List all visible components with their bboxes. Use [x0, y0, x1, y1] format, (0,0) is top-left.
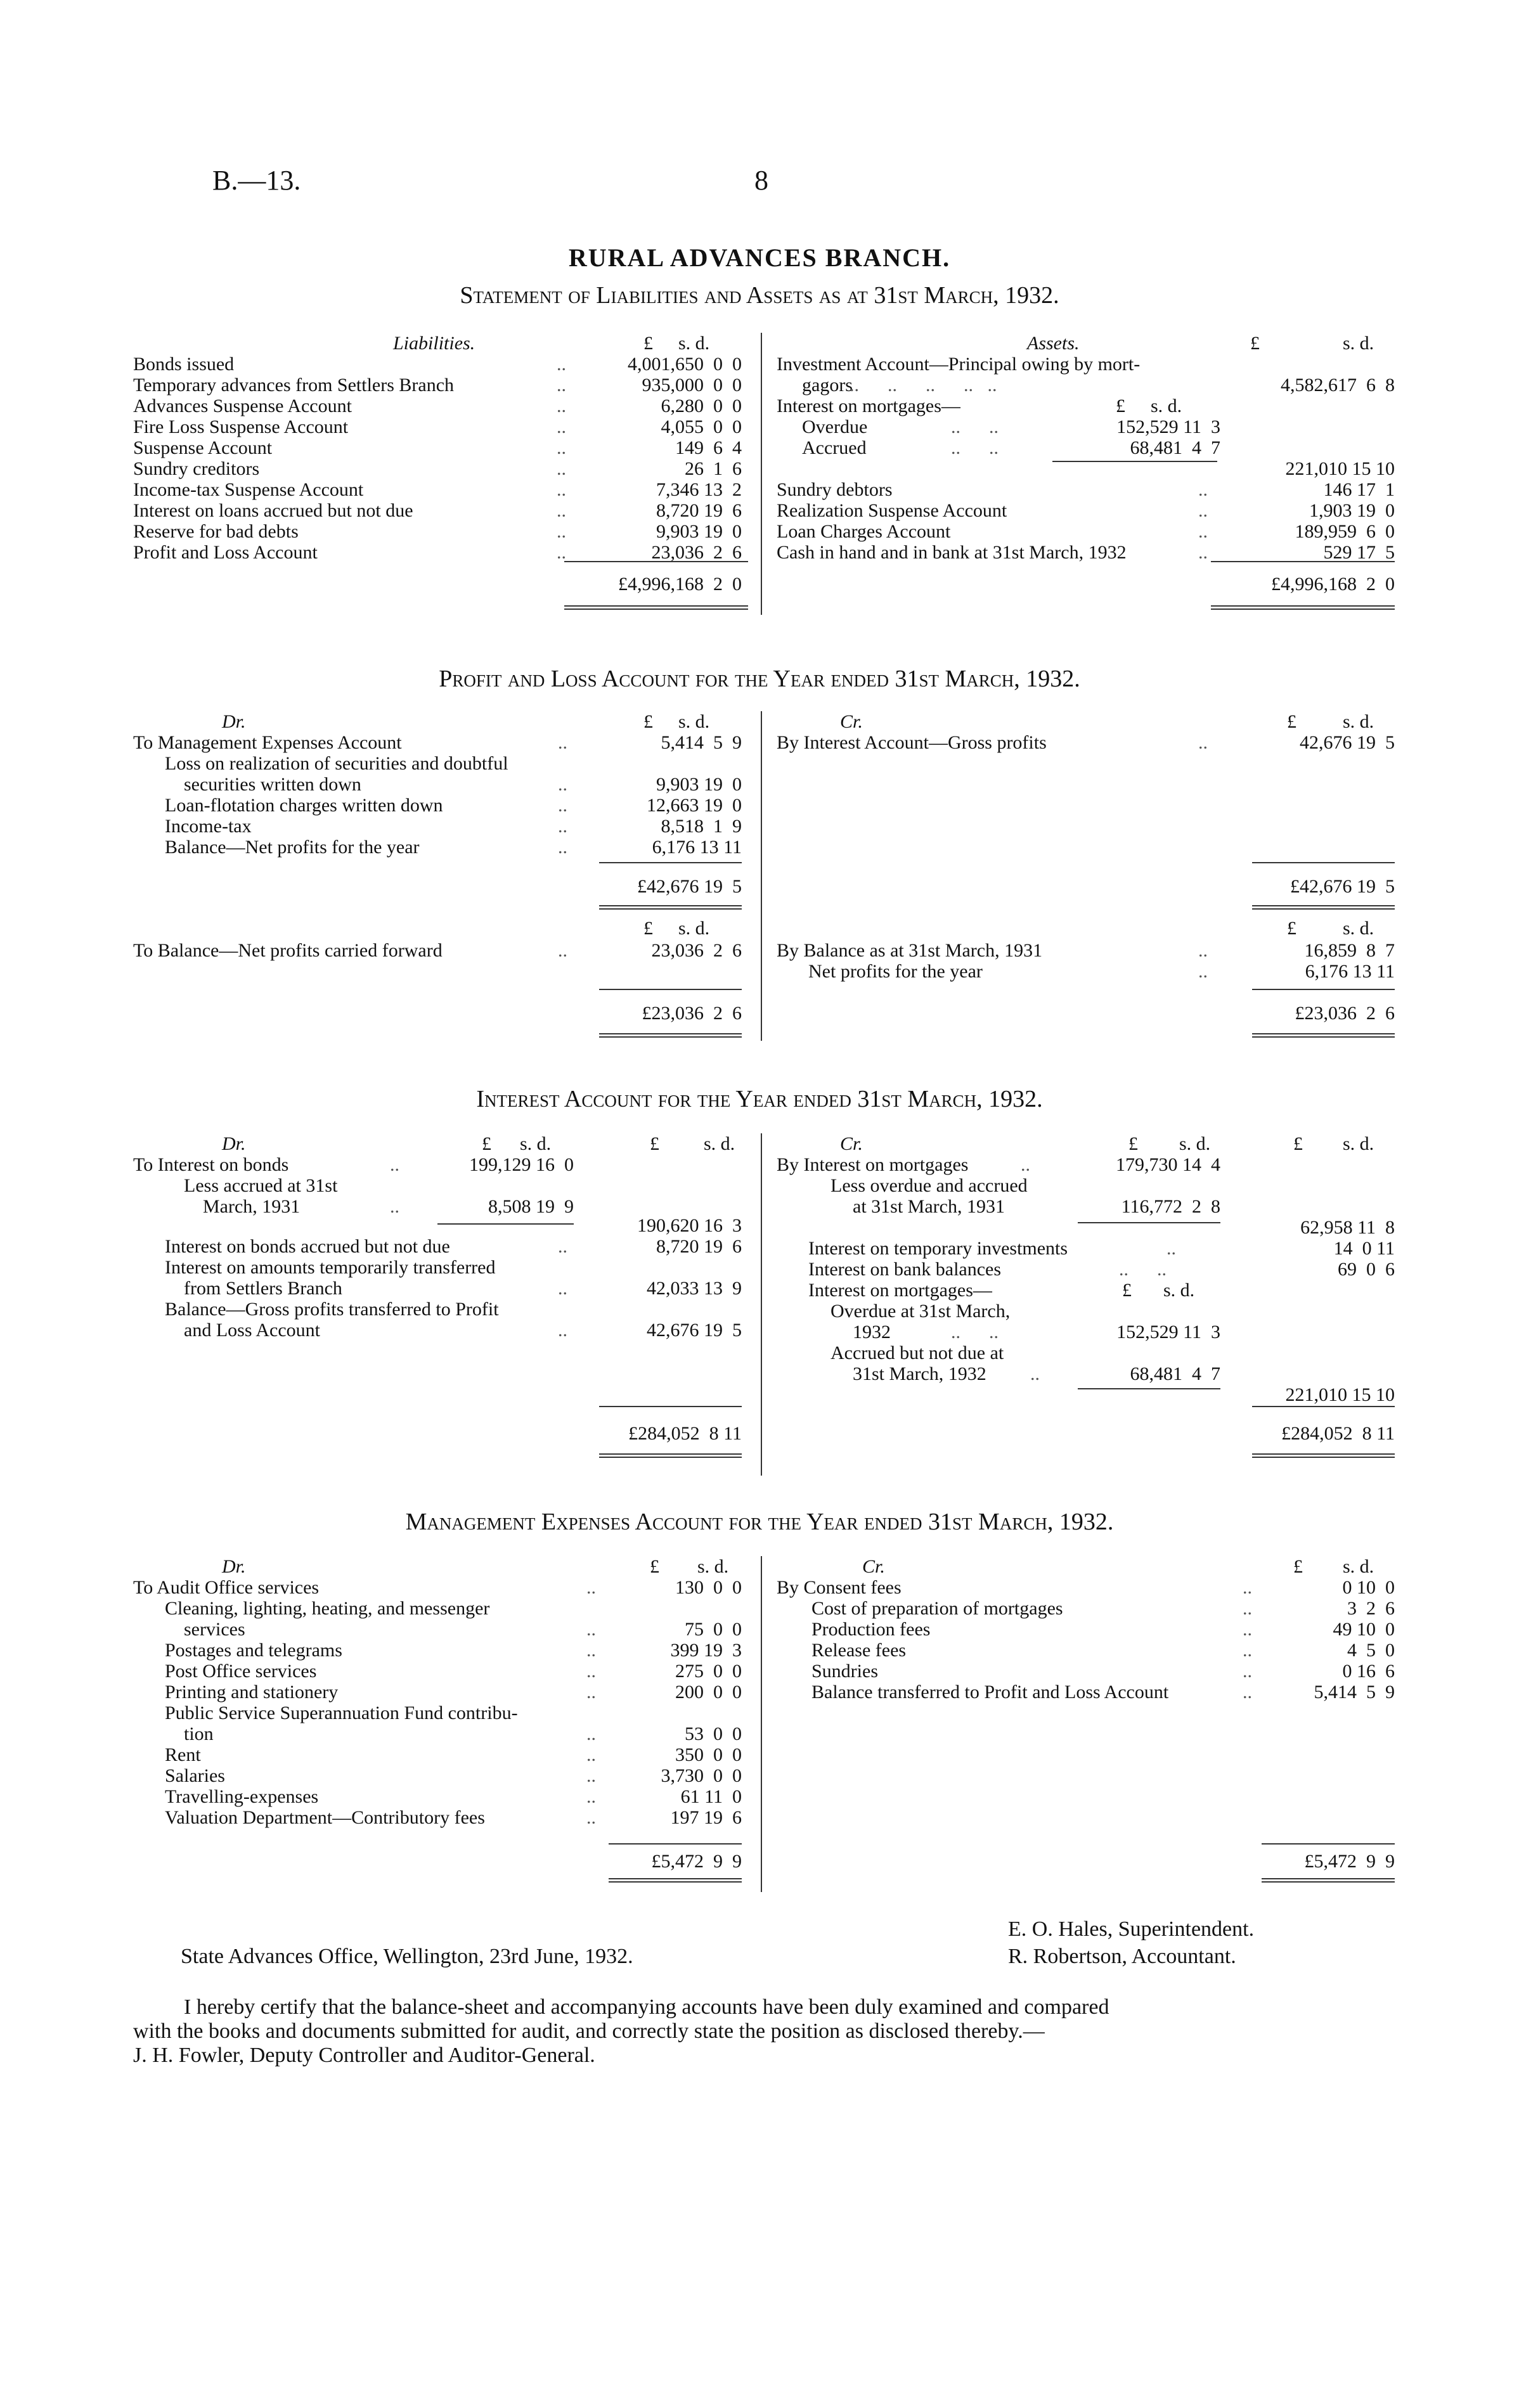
asset-label: Realization Suspense Account — [777, 500, 1007, 521]
mgmt-credit-amount: 4 5 0 — [1347, 1640, 1395, 1661]
liability-amount: 4,001,650 0 0 — [628, 354, 742, 375]
document-reference: B.—13. — [212, 165, 301, 196]
mgmt-debit-amount: 275 0 0 — [675, 1661, 742, 1682]
int-dr-total: £284,052 8 11 — [628, 1423, 742, 1444]
mgmt-credit-label: Production fees — [811, 1619, 931, 1640]
mgmt-credit-label: Balance transferred to Profit and Loss Account — [811, 1682, 1169, 1703]
mgmt-debit-amount: 3,730 0 0 — [661, 1765, 742, 1786]
mgmt-debit-amount: 200 0 0 — [675, 1682, 742, 1703]
int-cr-accrued-line1: Accrued but not due at — [831, 1342, 1004, 1363]
liability-amount: 8,720 19 6 — [656, 500, 742, 521]
liability-amount: 9,903 19 0 — [656, 521, 742, 542]
assets-heading: Assets. — [1027, 333, 1080, 354]
int-cr-mortgages-amount: 179,730 14 4 — [1116, 1154, 1220, 1175]
int-cr-total: £284,052 8 11 — [1281, 1423, 1395, 1444]
assets-sd-heading: s. d. — [1343, 333, 1374, 354]
branch-title: RURAL ADVANCES BRANCH. — [568, 243, 951, 272]
int-dr-pound: £ — [650, 1133, 659, 1154]
mgmt-debit-label: To Audit Office services — [133, 1577, 320, 1598]
mgmt-debit-amount: 61 11 0 — [680, 1786, 742, 1807]
liability-amount: 6,280 0 0 — [661, 396, 742, 416]
pl-cr-sd: s. d. — [1343, 711, 1374, 732]
mgmt-credit-label: Sundries — [811, 1661, 878, 1682]
pl-cr-total-2: £23,036 2 6 — [1295, 1003, 1395, 1024]
pl-dr2-sd: s. d. — [678, 918, 710, 939]
int-cr-overdue-amount: 152,529 11 3 — [1116, 1322, 1220, 1342]
int-dr-sub-pound: £ — [482, 1133, 491, 1154]
asset-investment-line1: Investment Account—Principal owing by mort- — [777, 354, 1141, 375]
asset-overdue-label: Overdue — [802, 416, 868, 437]
int-dr-bonds-amount: 199,129 16 0 — [469, 1154, 574, 1175]
mgmt-dr-heading: Dr. — [222, 1556, 246, 1577]
signature-superintendent: E. O. Hales, Superintendent. — [1008, 1917, 1255, 1941]
pl-dr-sd: s. d. — [678, 711, 710, 732]
asset-label: Sundry debtors — [777, 479, 893, 500]
int-cr-mortgages: By Interest on mortgages — [777, 1154, 969, 1175]
int-dr-heading: Dr. — [222, 1133, 246, 1154]
profit-loss-title: Profit and Loss Account for the Year ended 31st March, 1932. — [439, 666, 1080, 692]
pl-dr2-pound: £ — [643, 918, 653, 939]
office-and-date: State Advances Office, Wellington, 23rd June, 1932. — [181, 1945, 633, 1968]
asset-interest-total: 221,010 15 10 — [1285, 458, 1395, 479]
mgmt-debit-amount: 53 0 0 — [685, 1723, 742, 1744]
certificate-line1: I hereby certify that the balance-sheet and accompanying accounts have been duly examined and compared — [184, 1995, 1109, 2019]
mgmt-credit-amount: 0 16 6 — [1342, 1661, 1395, 1682]
mgmt-debit-label: Cleaning, lighting, heating, and messenger — [165, 1598, 490, 1619]
pl-credit-2-label: Net profits for the year — [808, 961, 983, 982]
mgmt-debit-amount: 130 0 0 — [675, 1577, 742, 1598]
liab-pound-heading: £ — [643, 333, 653, 354]
mgmt-cr-sd: s. d. — [1343, 1556, 1374, 1577]
pl-debit-amount: 8,518 1 9 — [661, 816, 742, 837]
mgmt-credit-amount: 5,414 5 9 — [1314, 1682, 1395, 1703]
pl-debit-label: Loan-flotation charges written down — [165, 795, 443, 816]
asset-sub-pound: £ — [1116, 396, 1125, 416]
pl-dr2-amount: 23,036 2 6 — [651, 940, 742, 961]
pl-dr-pound: £ — [643, 711, 653, 732]
liabilities-total: £4,996,168 2 0 — [618, 574, 742, 595]
pl-debit-label: Loss on realization of securities and doubtful — [165, 753, 508, 774]
pl-debit-amount: 12,663 19 0 — [647, 795, 742, 816]
certificate-line3: J. H. Fowler, Deputy Controller and Auditor-General. — [133, 2044, 595, 2067]
pl-dr-total: £42,676 19 5 — [637, 876, 742, 897]
liability-label: Interest on loans accrued but not due — [133, 500, 413, 521]
int-cr-less-amount: 116,772 2 8 — [1121, 1196, 1220, 1217]
mgmt-credit-label: By Consent fees — [777, 1577, 902, 1598]
liability-label: Bonds issued — [133, 354, 235, 375]
mgmt-credit-amount: 49 10 0 — [1333, 1619, 1395, 1640]
pl-credit-2-amount: 6,176 13 11 — [1305, 961, 1395, 982]
pl-credit-amount: 42,676 19 5 — [1300, 732, 1395, 753]
management-title: Management Expenses Account for the Year ended 31st March, 1932. — [405, 1509, 1114, 1535]
page-number: 8 — [754, 165, 768, 196]
asset-accrued-amount: 68,481 4 7 — [1130, 437, 1220, 458]
mgmt-debit-label: Post Office services — [165, 1661, 317, 1682]
int-debit-label: from Settlers Branch — [184, 1278, 342, 1299]
mgmt-debit-amount: 399 19 3 — [670, 1640, 742, 1661]
liability-label: Suspense Account — [133, 437, 273, 458]
int-dr-less-line2: March, 1931 — [203, 1196, 301, 1217]
mgmt-cr-total: £5,472 9 9 — [1304, 1851, 1395, 1872]
int-cr-mort2-pound: £ — [1122, 1280, 1132, 1301]
liab-sd-heading: s. d. — [678, 333, 710, 354]
liabilities-heading: Liabilities. — [393, 333, 475, 354]
asset-label: Cash in hand and in bank at 31st March, 1932 — [777, 542, 1127, 563]
liability-label: Income-tax Suspense Account — [133, 479, 364, 500]
asset-label: Loan Charges Account — [777, 521, 951, 542]
int-debit-label: Interest on amounts temporarily transferred — [165, 1257, 496, 1278]
asset-amount: 146 17 1 — [1323, 479, 1395, 500]
int-dr-bonds: To Interest on bonds — [133, 1154, 289, 1175]
liability-label: Advances Suspense Account — [133, 396, 352, 416]
int-cr-net: 62,958 11 8 — [1300, 1217, 1395, 1238]
int-dr-sub-sd: s. d. — [520, 1133, 552, 1154]
mgmt-debit-label: Salaries — [165, 1765, 225, 1786]
int-cr-pound: £ — [1293, 1133, 1303, 1154]
liability-label: Fire Loss Suspense Account — [133, 416, 349, 437]
liability-amount: 4,055 0 0 — [661, 416, 742, 437]
asset-overdue-amount: 152,529 11 3 — [1116, 416, 1220, 437]
mgmt-debit-label: Travelling-expenses — [165, 1786, 319, 1807]
pl-cr-total: £42,676 19 5 — [1290, 876, 1395, 897]
asset-sub-sd: s. d. — [1151, 396, 1182, 416]
mgmt-debit-label: Postages and telegrams — [165, 1640, 342, 1661]
liability-label: Sundry creditors — [133, 458, 260, 479]
assets-pound-heading: £ — [1250, 333, 1260, 354]
pl-dr2-label: To Balance—Net profits carried forward — [133, 940, 443, 961]
balance-sheet-title: Statement of Liabilities and Assets as at 31st March, 1932. — [460, 282, 1059, 309]
int-cr-sub-sd: s. d. — [1179, 1133, 1211, 1154]
mgmt-dr-sd: s. d. — [697, 1556, 729, 1577]
pl-credit-2-amount: 16,859 8 7 — [1304, 940, 1395, 961]
asset-amount: 529 17 5 — [1323, 542, 1395, 563]
mgmt-cr-pound: £ — [1293, 1556, 1303, 1577]
asset-investment-amount: 4,582,617 6 8 — [1281, 375, 1395, 396]
pl-debit-amount: 9,903 19 0 — [656, 774, 742, 795]
mgmt-debit-label: Printing and stationery — [165, 1682, 339, 1703]
mgmt-dr-pound: £ — [650, 1556, 659, 1577]
pl-debit-label: securities written down — [184, 774, 361, 795]
pl-cr2-sd: s. d. — [1343, 918, 1374, 939]
int-debit-label: and Loss Account — [184, 1320, 320, 1341]
liability-label: Temporary advances from Settlers Branch — [133, 375, 455, 396]
int-cr-less-line1: Less overdue and accrued — [831, 1175, 1028, 1196]
int-cr-temp: Interest on temporary investments — [808, 1238, 1068, 1259]
pl-debit-label: Balance—Net profits for the year — [165, 837, 420, 858]
liability-label: Profit and Loss Account — [133, 542, 318, 563]
int-debit-amount: 8,720 19 6 — [656, 1236, 742, 1257]
int-cr-accrued-line2: 31st March, 1932 — [853, 1363, 986, 1384]
liability-label: Reserve for bad debts — [133, 521, 299, 542]
certificate-line2: with the books and documents submitted for audit, and correctly state the position as disclosed thereby.— — [133, 2019, 1045, 2043]
pl-debit-amount: 5,414 5 9 — [661, 732, 742, 753]
mgmt-credit-label: Cost of preparation of mortgages — [811, 1598, 1063, 1619]
asset-interest-label: Interest on mortgages— — [777, 396, 960, 416]
asset-amount: 1,903 19 0 — [1309, 500, 1395, 521]
int-cr-less-line2: at 31st March, 1931 — [853, 1196, 1005, 1217]
assets-total: £4,996,168 2 0 — [1271, 574, 1395, 595]
mgmt-debit-label: Public Service Superannuation Fund contribu- — [165, 1703, 518, 1723]
int-cr-overdue-line2: 1932 — [853, 1322, 891, 1342]
int-cr-mortgages2: Interest on mortgages— — [808, 1280, 992, 1301]
int-dr-less-amount: 8,508 19 9 — [488, 1196, 574, 1217]
int-cr-mort2-total: 221,010 15 10 — [1285, 1384, 1395, 1405]
pl-dr-heading: Dr. — [222, 711, 246, 732]
mgmt-debit-amount: 350 0 0 — [675, 1744, 742, 1765]
mgmt-credit-amount: 3 2 6 — [1347, 1598, 1395, 1619]
liability-amount: 149 6 4 — [675, 437, 742, 458]
signature-accountant: R. Robertson, Accountant. — [1008, 1945, 1236, 1968]
mgmt-cr-heading: Cr. — [862, 1556, 885, 1577]
mgmt-debit-amount: 197 19 6 — [670, 1807, 742, 1828]
liability-amount: 26 1 6 — [685, 458, 742, 479]
asset-investment-line2: gagors — [802, 375, 853, 396]
int-cr-accrued-amount: 68,481 4 7 — [1130, 1363, 1220, 1384]
pl-debit-amount: 6,176 13 11 — [652, 837, 742, 858]
liability-amount: 935,000 0 0 — [642, 375, 742, 396]
int-debit-amount: 42,676 19 5 — [647, 1320, 742, 1341]
mgmt-credit-amount: 0 10 0 — [1342, 1577, 1395, 1598]
pl-dr-total-2: £23,036 2 6 — [642, 1003, 742, 1024]
int-cr-bank: Interest on bank balances — [808, 1259, 1002, 1280]
asset-amount: 189,959 6 0 — [1295, 521, 1395, 542]
mgmt-debit-label: tion — [184, 1723, 214, 1744]
int-dr-net: 190,620 16 3 — [637, 1215, 742, 1236]
int-cr-overdue-line1: Overdue at 31st March, — [831, 1301, 1011, 1322]
int-cr-sd: s. d. — [1343, 1133, 1374, 1154]
pl-credit-label: By Interest Account—Gross profits — [777, 732, 1047, 753]
int-debit-label: Interest on bonds accrued but not due — [165, 1236, 450, 1257]
int-cr-heading: Cr. — [840, 1133, 863, 1154]
liability-amount: 7,346 13 2 — [656, 479, 742, 500]
int-debit-amount: 42,033 13 9 — [647, 1278, 742, 1299]
mgmt-debit-label: services — [184, 1619, 245, 1640]
int-dr-sd: s. d. — [704, 1133, 735, 1154]
int-debit-label: Balance—Gross profits transferred to Profit — [165, 1299, 499, 1320]
int-cr-mort2-sd: s. d. — [1163, 1280, 1195, 1301]
pl-cr2-pound: £ — [1287, 918, 1296, 939]
mgmt-debit-label: Rent — [165, 1744, 201, 1765]
int-cr-temp-amount: 14 0 11 — [1333, 1238, 1395, 1259]
mgmt-credit-label: Release fees — [811, 1640, 907, 1661]
asset-accrued-label: Accrued — [802, 437, 867, 458]
mgmt-debit-label: Valuation Department—Contributory fees — [165, 1807, 485, 1828]
mgmt-dr-total: £5,472 9 9 — [651, 1851, 742, 1872]
int-dr-less-line1: Less accrued at 31st — [184, 1175, 338, 1196]
int-cr-bank-amount: 69 0 6 — [1338, 1259, 1395, 1280]
pl-cr-pound: £ — [1287, 711, 1296, 732]
pl-debit-label: To Management Expenses Account — [133, 732, 402, 753]
pl-credit-2-label: By Balance as at 31st March, 1931 — [777, 940, 1043, 961]
pl-cr-heading: Cr. — [840, 711, 863, 732]
int-cr-sub-pound: £ — [1128, 1133, 1138, 1154]
mgmt-debit-amount: 75 0 0 — [685, 1619, 742, 1640]
liability-amount: 23,036 2 6 — [651, 542, 742, 563]
interest-title: Interest Account for the Year ended 31st March, 1932. — [476, 1086, 1043, 1112]
pl-debit-label: Income-tax — [165, 816, 252, 837]
